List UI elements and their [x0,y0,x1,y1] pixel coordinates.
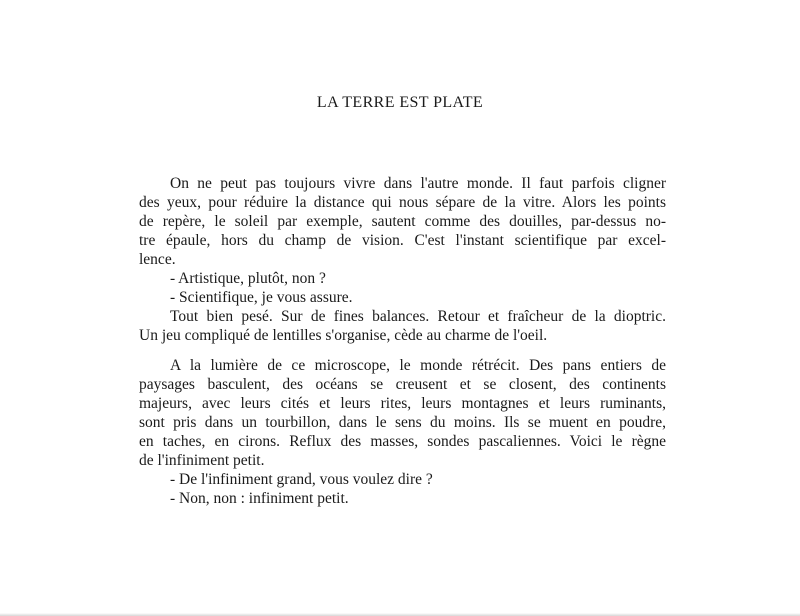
text-line: Un jeu compliqué de lentilles s'organise, cède au charme de l'oeil. [139,327,548,344]
text-line: de repère, le soleil par exemple, sautent comme des douilles, par-dessus no- [139,213,666,230]
text-line: On ne peut pas toujours vivre dans l'autre monde. Il faut parfois cligner [170,175,666,192]
text-line: majeurs, avec leurs cités et leurs rites, leurs montagnes et leurs ruminants, [139,395,666,412]
text-line: sont pris dans un tourbillon, dans le sens du moins. Ils se muent en poudre, [139,414,666,431]
text-line: en taches, en cirons. Reflux des masses, sondes pascaliennes. Voici le règne [139,433,666,450]
text-line: lence. [139,251,176,268]
text-line: A la lumière de ce microscope, le monde rétrécit. Des pans entiers de [170,357,666,374]
text-line: tre épaule, hors du champ de vision. C'est l'instant scientifique par excel- [139,232,666,249]
dialogue-line: - De l'infiniment grand, vous voulez dire ? [170,471,433,488]
dialogue-line: - Non, non : infiniment petit. [170,490,349,507]
text-line: Tout bien pesé. Sur de fines balances. Retour et fraîcheur de la dioptric. [170,308,666,325]
paragraph-2 [139,356,666,508]
text-line: de l'infiniment petit. [139,452,265,469]
text-line: des yeux, pour réduire la distance qui nous sépare de la vitre. Alors les points [139,194,666,211]
dialogue-line: - Artistique, plutôt, non ? [170,270,326,287]
text-line: paysages basculent, des océans se creusent et se closent, des continents [139,376,666,393]
page-title: LA TERRE EST PLATE [316,94,484,111]
paragraph-1 [139,174,666,345]
dialogue-line: - Scientifique, je vous assure. [170,289,353,306]
